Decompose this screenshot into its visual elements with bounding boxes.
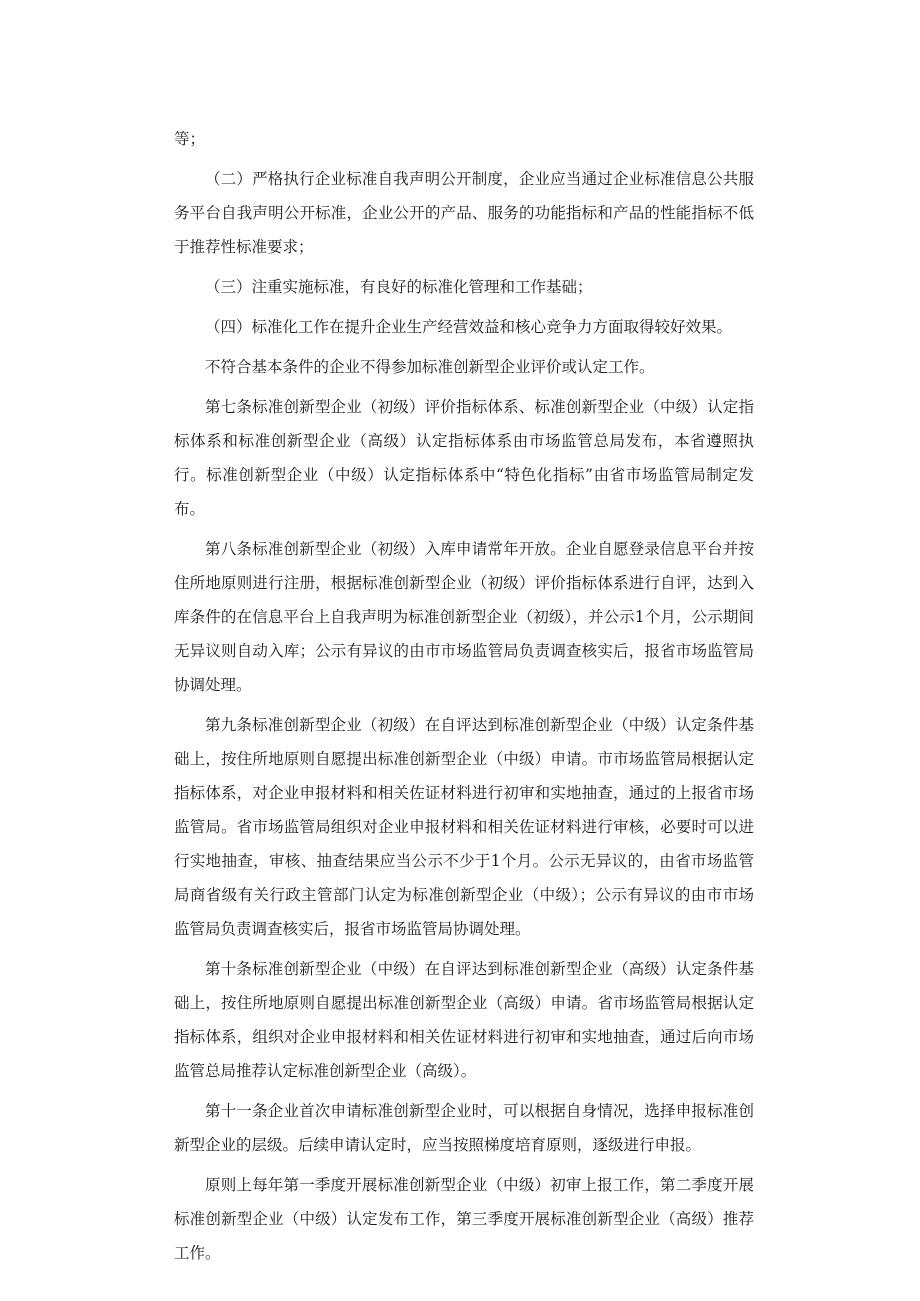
paragraph-schedule: 原则上每年第一季度开展标准创新型企业（中级）初审上报工作，第二季度开展标准创新型企业（中级）认定发布工作，第三季度开展标准创新型企业（高级）推荐工作。 [174, 1176, 754, 1262]
paragraph-article-10: 第十条标准创新型企业（中级）在自评达到标准创新型企业（高级）认定条件基础上，按住所地原则自愿提出标准创新型企业（高级）申请。省市场监管局根据认定指标体系，组织对企业申报材料和相关佐证材料进行初审和实地抽查，通过后向市场监管总局推荐认定标准创新型企业（高级）。 [174, 960, 754, 1080]
paragraph-item-4: （四）标准化工作在提升企业生产经营效益和核心竞争力方面取得较好效果。 [205, 318, 733, 336]
paragraph-article-9: 第九条标准创新型企业（初级）在自评达到标准创新型企业（中级）认定条件基础上，按住所地原则自愿提出标准创新型企业（中级）申请。市市场监管局根据认定指标体系，对企业申报材料和相关佐证材料进行初审和实地抽查，通过的上报省市场监管局。省市场监管局组织对企业申报材料和相关佐证材料进行审核，必要时可以进行实地抽查，审核、抽查结果应当公示不少于1个月。公示无异议的，由省市场监管局商省级有关行政主管部门认定为标准创新型企业（中级）；公示有异议的由市市场监管局负责调查核实后，报省市场监管局协调处理。 [174, 716, 754, 938]
paragraph-article-7: 第七条标准创新型企业（初级）评价指标体系、标准创新型企业（中级）认定指标体系和标准创新型企业（高级）认定指标体系由市场监管总局发布，本省遵照执行。标准创新型企业（中级）认定指标体系中“特色化指标”由省市场监管局制定发布。 [174, 398, 754, 518]
document-body [174, 122, 754, 1270]
paragraph-eligibility-note: 不符合基本条件的企业不得参加标准创新型企业评价或认定工作。 [205, 358, 655, 376]
paragraph-article-8: 第八条标准创新型企业（初级）入库申请常年开放。企业自愿登录信息平台并按住所地原则进行注册，根据标准创新型企业（初级）评价指标体系进行自评，达到入库条件的在信息平台上自我声明为标准创新型企业（初级），并公示1个月，公示期间无异议则自动入库；公示有异议的由市市场监管局负责调查核实后，报省市场监管局协调处理。 [174, 540, 754, 694]
paragraph-article-11: 第十一条企业首次申请标准创新型企业时，可以根据自身情况，选择申报标准创新型企业的层级。后续申请认定时，应当按照梯度培育原则，逐级进行申报。 [174, 1102, 754, 1154]
paragraph-continuation: 等； [174, 130, 206, 148]
paragraph-item-2: （二）严格执行企业标准自我声明公开制度，企业应当通过企业标准信息公共服务平台自我声明公开标准，企业公开的产品、服务的功能指标和产品的性能指标不低于推荐性标准要求； [174, 170, 754, 256]
paragraph-item-3: （三）注重实施标准，有良好的标准化管理和工作基础； [205, 278, 593, 296]
